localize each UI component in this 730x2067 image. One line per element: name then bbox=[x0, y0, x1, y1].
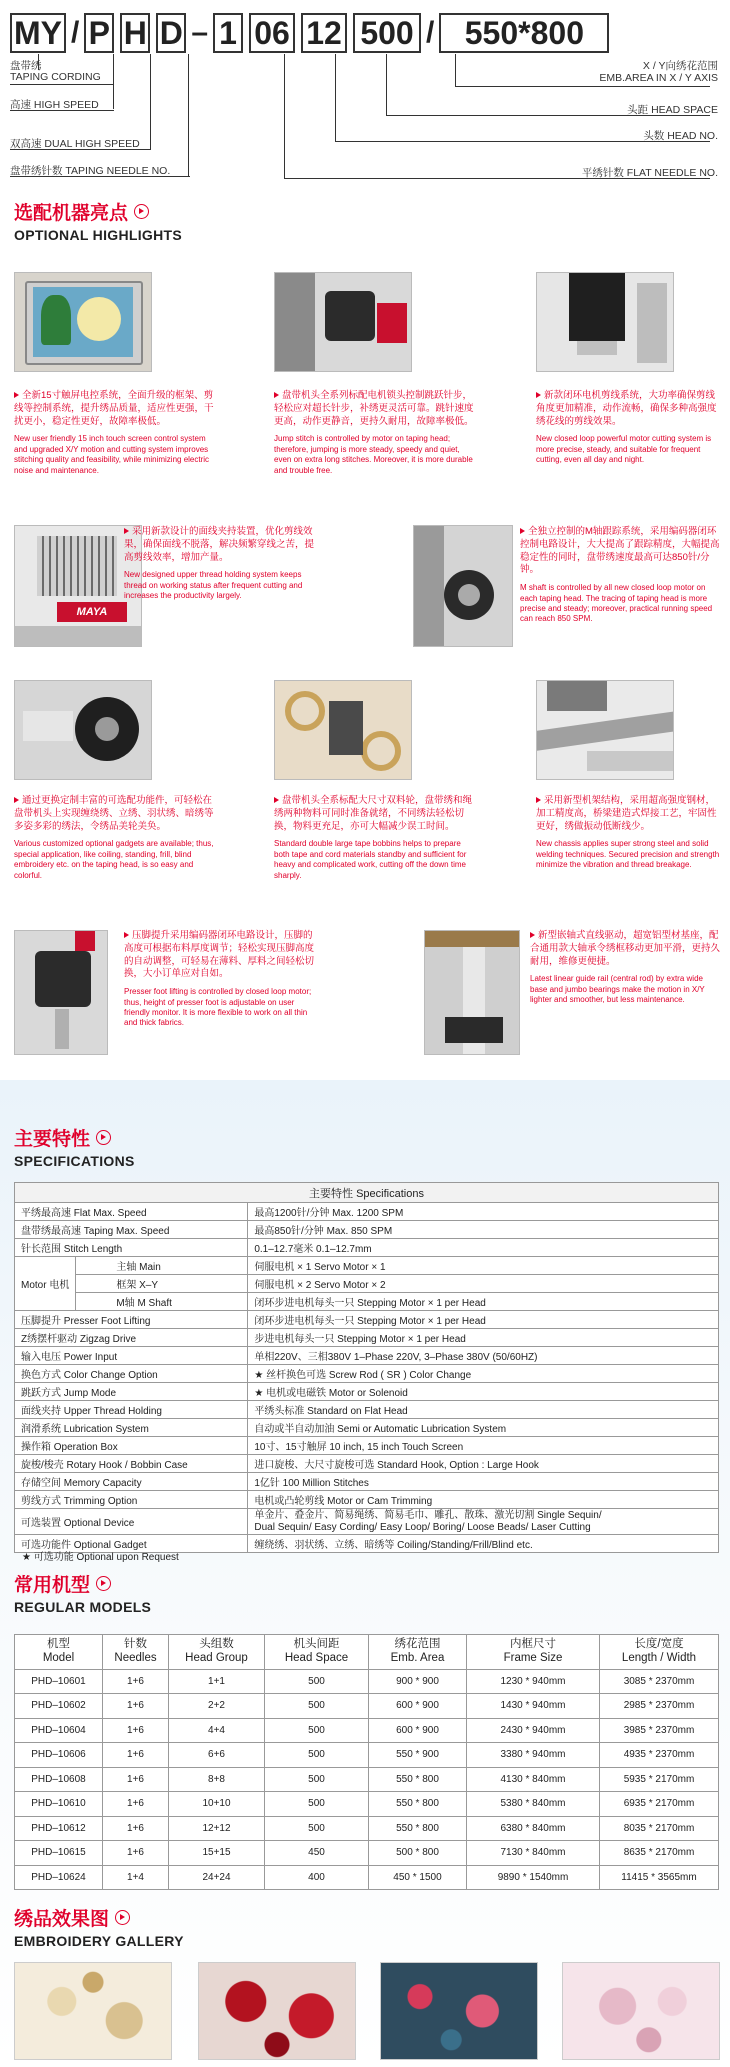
table-cell: 1+4 bbox=[103, 1865, 169, 1890]
linear-guide-photo bbox=[424, 930, 520, 1055]
table-cell: 550 * 900 bbox=[369, 1743, 467, 1768]
table-cell: 500 bbox=[265, 1669, 369, 1694]
feature-item: 新型嵌轴式直线驱动，超宽铝型材基座，配合通用款大轴承令绣框移动更加平滑，更持久耐用，维修更便捷。 Latest linear guide rail (central rod) by extra wide base and jumbo bearings make the motion in X/Y lighter and smoother, but less maintenance. bbox=[530, 930, 721, 1005]
presser-foot-photo bbox=[14, 930, 108, 1055]
table-cell: 15+15 bbox=[169, 1841, 265, 1866]
specs-title-en: SPECIFICATIONS bbox=[14, 1153, 135, 1169]
table-cell: 900 * 900 bbox=[369, 1669, 467, 1694]
feature-item: 采用新型机架结构，采用超高强度钢材，加工精度高，桥梁建造式焊接工艺，牢固性更好，绣做振动低断线少。 New chassis applies super strong steel and solid welding techniques. Secured precision and strength minimize the vibration and thread breakage. bbox=[536, 795, 720, 870]
table-cell: 1+6 bbox=[103, 1841, 169, 1866]
feature-item: 新款闭环电机剪线系统，大功率确保剪线角度更加精准，动作流畅，确保多种高强度绣花线的剪线效果。 New closed loop powerful motor cutting system is more precise, steady, and suitable for frequent cutting, even all day and night. bbox=[536, 390, 717, 465]
chassis-photo bbox=[536, 680, 674, 780]
table-row: 盘带绣最高速 Taping Max. Speed 最高850针/分钟 Max. 850 SPM bbox=[15, 1221, 719, 1239]
table-cell: 1+6 bbox=[103, 1792, 169, 1817]
table-cell: PHD–10624 bbox=[15, 1865, 103, 1890]
table-cell: PHD–10606 bbox=[15, 1743, 103, 1768]
gallery-heading bbox=[14, 1904, 184, 1949]
table-cell: 7130 * 840mm bbox=[467, 1841, 600, 1866]
table-cell: 1+6 bbox=[103, 1718, 169, 1743]
feature-item: 盘带机头全系标配大尺寸双料轮，盘带绣和绳绣两种物料可同时准备就绪，不同绣法轻松切换，物料更充足，亦可大幅减少误工时间。 Standard double large tape bobbins helps to prepare both tape and cord materials standby and sufficient for heavy and complicated work, cutting off the down time sharply. bbox=[274, 795, 473, 880]
table-row: 润滑系统 Lubrication System 自动或半自动加油 Semi or Automatic Lubrication System bbox=[15, 1419, 719, 1437]
code-separator: / bbox=[71, 16, 80, 49]
column-header: 头组数 Head Group bbox=[169, 1635, 265, 1670]
table-row bbox=[15, 1694, 719, 1719]
label-head-space: 头距 HEAD SPACE bbox=[627, 104, 718, 116]
table-cell: 3380 * 940mm bbox=[467, 1743, 600, 1768]
table-cell: 5380 * 840mm bbox=[467, 1792, 600, 1817]
table-cell: 450 bbox=[265, 1841, 369, 1866]
table-cell: 1+6 bbox=[103, 1669, 169, 1694]
table-cell: 12+12 bbox=[169, 1816, 265, 1841]
table-cell: 550 * 800 bbox=[369, 1816, 467, 1841]
table-cell: 3985 * 2370mm bbox=[600, 1718, 719, 1743]
models-heading bbox=[14, 1570, 151, 1615]
table-row: 旋梭/梭壳 Rotary Hook / Bobbin Case 进口旋梭、大尺寸旋梭可选 Standard Hook, Option : Large Hook bbox=[15, 1455, 719, 1473]
table-cell: 8035 * 2170mm bbox=[600, 1816, 719, 1841]
feature-item: 全新15寸触屏电控系统，全面升级的框架、剪线等控制系统，提升绣品质量，适应性更强，干扰更小，稳定性更好，故障率极低。 New user friendly 15 inch touch screen control system and upgraded X/Y motion and cutting system improves stitching quality and feasibility, while minimizing electric noise and maintenance. bbox=[14, 390, 214, 475]
table-row: Z绣摆杆驱动 Zigzag Drive 步进电机每头一只 Stepping Motor × 1 per Head bbox=[15, 1329, 719, 1347]
label-emb-area-cn: X / Y向绣花范围 bbox=[642, 60, 718, 72]
table-cell: 10+10 bbox=[169, 1792, 265, 1817]
highlights-heading bbox=[14, 198, 182, 243]
arrow-right-circle-icon bbox=[96, 1130, 111, 1145]
model-code bbox=[10, 12, 609, 54]
code-segment-dual: D bbox=[156, 13, 186, 53]
model-code-section bbox=[0, 0, 730, 195]
code-segment-type: P bbox=[84, 13, 114, 53]
table-cell: 24+24 bbox=[169, 1865, 265, 1890]
jump-stitch-motor-photo bbox=[274, 272, 412, 372]
gallery-image-pink-floral bbox=[380, 1962, 538, 2060]
table-cell: 1+6 bbox=[103, 1694, 169, 1719]
code-segment-taping-needle: 1 bbox=[213, 13, 243, 53]
table-cell: 500 bbox=[265, 1767, 369, 1792]
table-row: 框架 X–Y 伺服电机 × 2 Servo Motor × 2 bbox=[15, 1275, 719, 1293]
table-cell: PHD–10608 bbox=[15, 1767, 103, 1792]
table-row: 压脚提升 Presser Foot Lifting 闭环步进电机每头一只 Stepping Motor × 1 per Head bbox=[15, 1311, 719, 1329]
label-taping-needle: 盘带绣针数 TAPING NEEDLE NO. bbox=[10, 165, 171, 177]
code-segment-speed: H bbox=[120, 13, 150, 53]
table-cell: 2985 * 2370mm bbox=[600, 1694, 719, 1719]
table-row: 平绣最高速 Flat Max. Speed 最高1200针/分钟 Max. 1200 SPM bbox=[15, 1203, 719, 1221]
table-cell: 450 * 1500 bbox=[369, 1865, 467, 1890]
table-row bbox=[15, 1792, 719, 1817]
table-cell: 1+6 bbox=[103, 1816, 169, 1841]
table-cell: 3085 * 2370mm bbox=[600, 1669, 719, 1694]
label-taping-cording-cn: 盘带绣 bbox=[10, 60, 42, 72]
label-emb-area-en: EMB.AREA IN X / Y AXIS bbox=[599, 72, 718, 84]
table-row bbox=[15, 1718, 719, 1743]
specs-title-cn: 主要特性 bbox=[14, 1129, 91, 1150]
arrow-right-circle-icon bbox=[134, 204, 149, 219]
table-cell: PHD–10601 bbox=[15, 1669, 103, 1694]
gallery-image-red-roses bbox=[198, 1962, 356, 2060]
table-row: 跳跃方式 Jump Mode ★ 电机或电磁铁 Motor or Solenoid bbox=[15, 1383, 719, 1401]
table-cell: 500 bbox=[265, 1816, 369, 1841]
models-title-cn: 常用机型 bbox=[14, 1575, 91, 1596]
table-cell: PHD–10615 bbox=[15, 1841, 103, 1866]
column-header: 针数 Needles bbox=[103, 1635, 169, 1670]
table-cell: 2+2 bbox=[169, 1694, 265, 1719]
table-cell: 550 * 800 bbox=[369, 1792, 467, 1817]
table-cell: 500 bbox=[265, 1694, 369, 1719]
touch-screen-photo bbox=[14, 272, 152, 372]
spec-table bbox=[14, 1182, 719, 1553]
code-separator: – bbox=[191, 16, 209, 49]
table-cell: 550 * 800 bbox=[369, 1767, 467, 1792]
code-segment-head-no: 12 bbox=[301, 13, 347, 53]
table-cell: 6935 * 2170mm bbox=[600, 1792, 719, 1817]
table-cell: 1+6 bbox=[103, 1743, 169, 1768]
table-cell: 4+4 bbox=[169, 1718, 265, 1743]
table-cell: 2430 * 940mm bbox=[467, 1718, 600, 1743]
highlights-title-en: OPTIONAL HIGHLIGHTS bbox=[14, 227, 182, 243]
table-cell: 6+6 bbox=[169, 1743, 265, 1768]
table-row: 面线夹持 Upper Thread Holding 平绣头标准 Standard on Flat Head bbox=[15, 1401, 719, 1419]
label-flat-needle: 平绣针数 FLAT NEEDLE NO. bbox=[581, 167, 718, 179]
table-cell: 8635 * 2170mm bbox=[600, 1841, 719, 1866]
feature-item: 盘带机头全系列标配电机锁头控制跳跃针步，轻松应对超长针步，补绣更灵活可靠。跳针速度更高，动作更静音，更持久耐用，故障率极低。 Jump stitch is controlled by motor on taping head; therefore, jumping is more steady, speedy and quiet, even on extra long stitches. Moreover, it is more durable and trouble free. bbox=[274, 390, 474, 475]
table-cell: 500 bbox=[265, 1718, 369, 1743]
code-segment-emb-area: 550*800 bbox=[439, 13, 609, 53]
m-shaft-photo bbox=[413, 525, 513, 647]
table-row: Motor 电机 主轴 Main 伺服电机 × 1 Servo Motor × 1 bbox=[15, 1257, 719, 1275]
table-row: 操作箱 Operation Box 10寸、15寸触屏 10 inch, 15 inch Touch Screen bbox=[15, 1437, 719, 1455]
table-row bbox=[15, 1743, 719, 1768]
feature-item: 全独立控制的M轴跟踪系统，采用编码器闭环控制电路设计，大大提高了跟踪精度，大幅提高稳定性的同时，盘带绣速度最高可达850针/分钟。 M shaft is controlled by all new closed loop motor on each taping head. The tracing of taping head is more precise and steady; moreover, practical running speed can reach 850 SPM. bbox=[520, 526, 720, 624]
embroidery-head-photo bbox=[14, 525, 142, 647]
table-row: 针长范围 Stitch Length 0.1–12.7毫米 0.1–12.7mm bbox=[15, 1239, 719, 1257]
table-cell: 5935 * 2170mm bbox=[600, 1767, 719, 1792]
specs-heading bbox=[14, 1124, 135, 1169]
cutting-motor-photo bbox=[536, 272, 674, 372]
column-header: 机头间距 Head Space bbox=[265, 1635, 369, 1670]
optional-note: ★ 可选功能 Optional upon Request bbox=[22, 1552, 179, 1563]
table-cell: 1230 * 940mm bbox=[467, 1669, 600, 1694]
arrow-right-circle-icon bbox=[115, 1910, 130, 1925]
table-cell: 500 bbox=[265, 1792, 369, 1817]
table-row bbox=[15, 1841, 719, 1866]
motor-label: Motor 电机 bbox=[15, 1257, 76, 1311]
optional-gadget-photo bbox=[14, 680, 152, 780]
table-row: M轴 M Shaft 闭环步进电机每头一只 Stepping Motor × 1 per Head bbox=[15, 1293, 719, 1311]
table-header-row bbox=[15, 1635, 719, 1670]
table-cell: 500 * 800 bbox=[369, 1841, 467, 1866]
table-row: 可选装置 Optional Device 单金片、叠金片、简易绳绣、简易毛巾、雕孔、散珠、激光切割 Single Sequin/ Dual Sequin/ Easy Cording/ Easy Loop/ Boring/ Loose Beads/ Laser Cutting bbox=[15, 1509, 719, 1535]
table-cell: 8+8 bbox=[169, 1767, 265, 1792]
highlights-title-cn: 选配机器亮点 bbox=[14, 203, 129, 224]
table-row: 换色方式 Color Change Option ★ 丝杆换色可选 Screw Rod ( SR ) Color Change bbox=[15, 1365, 719, 1383]
table-cell: PHD–10602 bbox=[15, 1694, 103, 1719]
feature-item: 采用新款设计的面线夹持装置，优化剪线效果，确保面线不脱落，解决频繁穿线之苦，提高剪线效率，增加产量。 New designed upper thread holding system keeps thread on working status after frequent cutting and increases the productivity largely. bbox=[124, 526, 315, 601]
table-row: 输入电压 Power Input 单相220V、三相380V 1–Phase 220V, 3–Phase 380V (50/60HZ) bbox=[15, 1347, 719, 1365]
table-cell: 9890 * 1540mm bbox=[467, 1865, 600, 1890]
table-cell: 4935 * 2370mm bbox=[600, 1743, 719, 1768]
tape-bobbin-photo bbox=[274, 680, 412, 780]
code-separator: / bbox=[426, 16, 435, 49]
spec-header: 主要特性 Specifications bbox=[15, 1183, 719, 1203]
gallery-image-gold-lace bbox=[14, 1962, 172, 2060]
column-header: 机型 Model bbox=[15, 1635, 103, 1670]
table-cell: 600 * 900 bbox=[369, 1718, 467, 1743]
table-cell: 1+6 bbox=[103, 1767, 169, 1792]
table-row: 可选功能件 Optional Gadget 缠绕绣、羽状绣、立绣、暗绣等 Coiling/Standing/Frill/Blind etc. bbox=[15, 1535, 719, 1553]
label-taping-cording-en: TAPING CORDING bbox=[10, 71, 101, 83]
column-header: 内框尺寸 Frame Size bbox=[467, 1635, 600, 1670]
models-title-en: REGULAR MODELS bbox=[14, 1599, 152, 1615]
table-cell: 1+1 bbox=[169, 1669, 265, 1694]
gallery-image-blush-lace bbox=[562, 1962, 720, 2060]
table-cell: PHD–10612 bbox=[15, 1816, 103, 1841]
label-head-no: 头数 HEAD NO. bbox=[643, 130, 718, 142]
feature-item: 通过更换定制丰富的可选配功能件，可轻松在盘带机头上实现缠绕绣、立绣、羽状绣、暗绣等多姿多彩的绣法，令绣品美轮美奂。 Various customized optional gadgets are available; thus, special application, like coiling, standing, frill, blind embroidery etc. on the taping head, is so easy and colorful. bbox=[14, 795, 214, 880]
gallery-title-cn: 绣品效果图 bbox=[14, 1909, 110, 1930]
gallery-title-en: EMBROIDERY GALLERY bbox=[14, 1933, 184, 1949]
label-dual-high-speed: 双高速 DUAL HIGH SPEED bbox=[10, 138, 140, 150]
column-header: 绣花范围 Emb. Area bbox=[369, 1635, 467, 1670]
table-cell: PHD–10604 bbox=[15, 1718, 103, 1743]
feature-item: 压脚提升采用编码器闭环电路设计，压脚的高度可根据布料厚度调节；轻松实现压脚高度的自动调整，可轻易在薄料、厚料之间轻松切换，大小订单应对自如。 Presser foot lifting is controlled by closed loop motor; thus, height of presser foot is adjustable on user friendly monitor. It is more flexible to work on all thin and thick fabrics. bbox=[124, 930, 315, 1028]
code-segment-flat-needle: 06 bbox=[249, 13, 295, 53]
table-cell: 400 bbox=[265, 1865, 369, 1890]
code-segment-brand: MY bbox=[10, 13, 66, 53]
code-segment-head-space: 500 bbox=[353, 13, 421, 53]
table-cell: 11415 * 3565mm bbox=[600, 1865, 719, 1890]
models-table bbox=[14, 1634, 719, 1890]
table-cell: 1430 * 940mm bbox=[467, 1694, 600, 1719]
table-row bbox=[15, 1816, 719, 1841]
table-cell: 4130 * 840mm bbox=[467, 1767, 600, 1792]
table-row bbox=[15, 1767, 719, 1792]
table-cell: 500 bbox=[265, 1743, 369, 1768]
table-cell: 6380 * 840mm bbox=[467, 1816, 600, 1841]
table-row: 存储空间 Memory Capacity 1亿针 100 Million Stitches bbox=[15, 1473, 719, 1491]
column-header: 长度/宽度 Length / Width bbox=[600, 1635, 719, 1670]
maya-sign: MAYA bbox=[57, 602, 127, 622]
table-row: 剪线方式 Trimming Option 电机或凸轮剪线 Motor or Cam Trimming bbox=[15, 1491, 719, 1509]
arrow-right-circle-icon bbox=[96, 1576, 111, 1591]
table-row bbox=[15, 1669, 719, 1694]
table-cell: PHD–10610 bbox=[15, 1792, 103, 1817]
label-high-speed: 高速 HIGH SPEED bbox=[10, 99, 99, 111]
table-row bbox=[15, 1865, 719, 1890]
table-cell: 600 * 900 bbox=[369, 1694, 467, 1719]
